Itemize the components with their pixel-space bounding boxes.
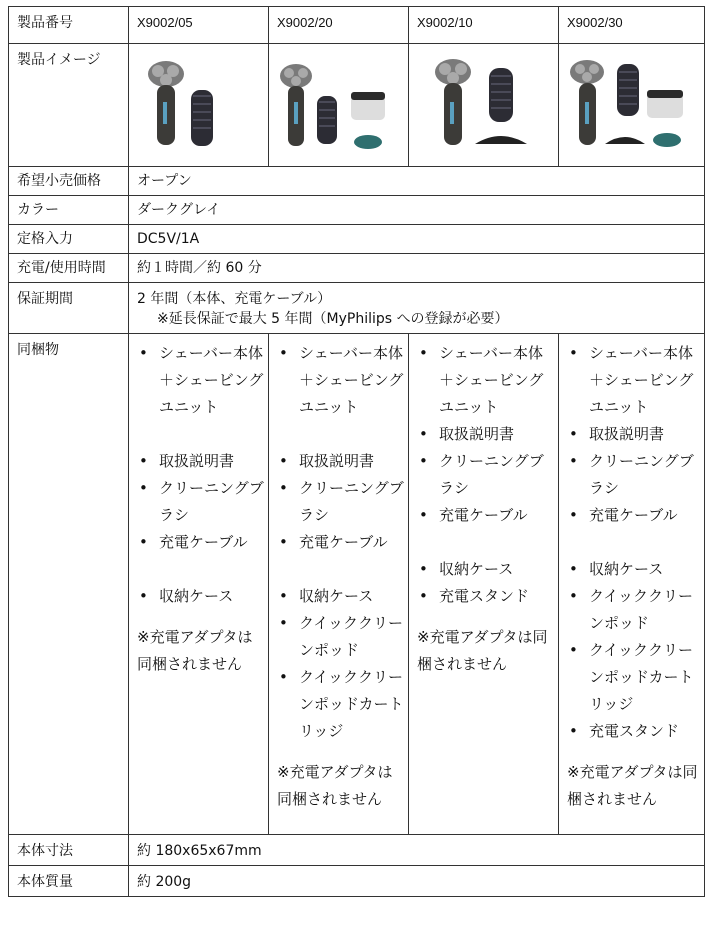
product-code: X9002/05	[129, 7, 269, 44]
dimensions-row	[9, 835, 705, 866]
color-row	[9, 196, 705, 225]
list-item: • 充電ケーブル	[417, 502, 554, 529]
warranty-line-2: ※延長保証で最大 5 年間（MyPhilips への登録が必要）	[157, 311, 509, 327]
list-item: • 充電スタンド	[567, 718, 700, 745]
product-image-cell	[269, 44, 409, 167]
contents-label: 同梱物	[9, 334, 129, 835]
rated-input-row	[9, 225, 705, 254]
image-row	[9, 44, 705, 167]
list-item: • クリーニングブラシ	[567, 448, 700, 502]
price-label: 希望小売価格	[9, 167, 129, 196]
product-image	[273, 52, 403, 156]
list-item: • クイッククリーンポッド	[567, 583, 700, 637]
list-gap	[137, 556, 264, 583]
list-gap	[137, 421, 264, 448]
product-image-cell	[559, 44, 705, 167]
list-item: • 収納ケース	[277, 583, 404, 610]
list-item: • クリーニングブラシ	[277, 475, 404, 529]
image-label: 製品イメージ	[9, 44, 129, 167]
contents-col	[269, 334, 409, 835]
warranty-label: 保証期間	[9, 283, 129, 334]
spec-table	[8, 6, 705, 897]
weight-row	[9, 866, 705, 897]
rated-input-label: 定格入力	[9, 225, 129, 254]
product-code: X9002/20	[269, 7, 409, 44]
list-item: • 収納ケース	[417, 556, 554, 583]
color-value: ダークグレイ	[129, 196, 705, 225]
price-row	[9, 167, 705, 196]
list-item: • シェーバー本体＋シェービングユニット	[567, 340, 700, 421]
list-gap	[417, 529, 554, 556]
product-code: X9002/30	[559, 7, 705, 44]
list-gap	[277, 556, 404, 583]
contents-col	[409, 334, 559, 835]
list-item: • クイッククリーンポッドカートリッジ	[277, 664, 404, 745]
dimensions-label: 本体寸法	[9, 835, 129, 866]
price-value: オープン	[129, 167, 705, 196]
list-item: • 取扱説明書	[137, 448, 264, 475]
product-image-cell	[129, 44, 269, 167]
list-item: • クイッククリーンポッドカートリッジ	[567, 637, 700, 718]
charge-time-value: 約１時間／約 60 分	[129, 254, 705, 283]
adapter-note: ※充電アダプタは同梱されません	[417, 628, 548, 673]
product-image	[563, 52, 699, 156]
contents-row	[9, 334, 705, 835]
warranty-value	[129, 283, 705, 334]
list-item: • クイッククリーンポッド	[277, 610, 404, 664]
warranty-line-1: 2 年間（本体、充電ケーブル）	[137, 291, 332, 307]
warranty-row	[9, 283, 705, 334]
weight-label: 本体質量	[9, 866, 129, 897]
list-item: • クリーニングブラシ	[137, 475, 264, 529]
adapter-note: ※充電アダプタは同梱されません	[277, 763, 393, 808]
list-item: • クリーニングブラシ	[417, 448, 554, 502]
header-row	[9, 7, 705, 44]
list-item: • 取扱説明書	[567, 421, 700, 448]
list-item: • 収納ケース	[567, 556, 700, 583]
charge-time-row	[9, 254, 705, 283]
dimensions-value: 約 180x65x67mm	[129, 835, 705, 866]
list-item: • 充電ケーブル	[277, 529, 404, 556]
product-image	[413, 52, 553, 156]
header-label: 製品番号	[9, 7, 129, 44]
product-code: X9002/10	[409, 7, 559, 44]
product-image-cell	[409, 44, 559, 167]
list-item: • シェーバー本体＋シェービングユニット	[277, 340, 404, 421]
adapter-note: ※充電アダプタは同梱されません	[137, 628, 253, 673]
list-item: • 取扱説明書	[277, 448, 404, 475]
contents-col	[559, 334, 705, 835]
weight-value: 約 200g	[129, 866, 705, 897]
color-label: カラー	[9, 196, 129, 225]
list-item: • 充電ケーブル	[137, 529, 264, 556]
list-item: • 収納ケース	[137, 583, 264, 610]
list-gap	[567, 529, 700, 556]
list-item: • シェーバー本体＋シェービングユニット	[137, 340, 264, 421]
list-item: • 充電ケーブル	[567, 502, 700, 529]
list-item: • 充電スタンド	[417, 583, 554, 610]
charge-time-label: 充電/使用時間	[9, 254, 129, 283]
rated-input-value: DC5V/1A	[129, 225, 705, 254]
list-gap	[277, 421, 404, 448]
list-item: • シェーバー本体＋シェービングユニット	[417, 340, 554, 421]
contents-col	[129, 334, 269, 835]
list-item: • 取扱説明書	[417, 421, 554, 448]
product-image	[133, 52, 253, 156]
adapter-note: ※充電アダプタは同梱されません	[567, 763, 698, 808]
